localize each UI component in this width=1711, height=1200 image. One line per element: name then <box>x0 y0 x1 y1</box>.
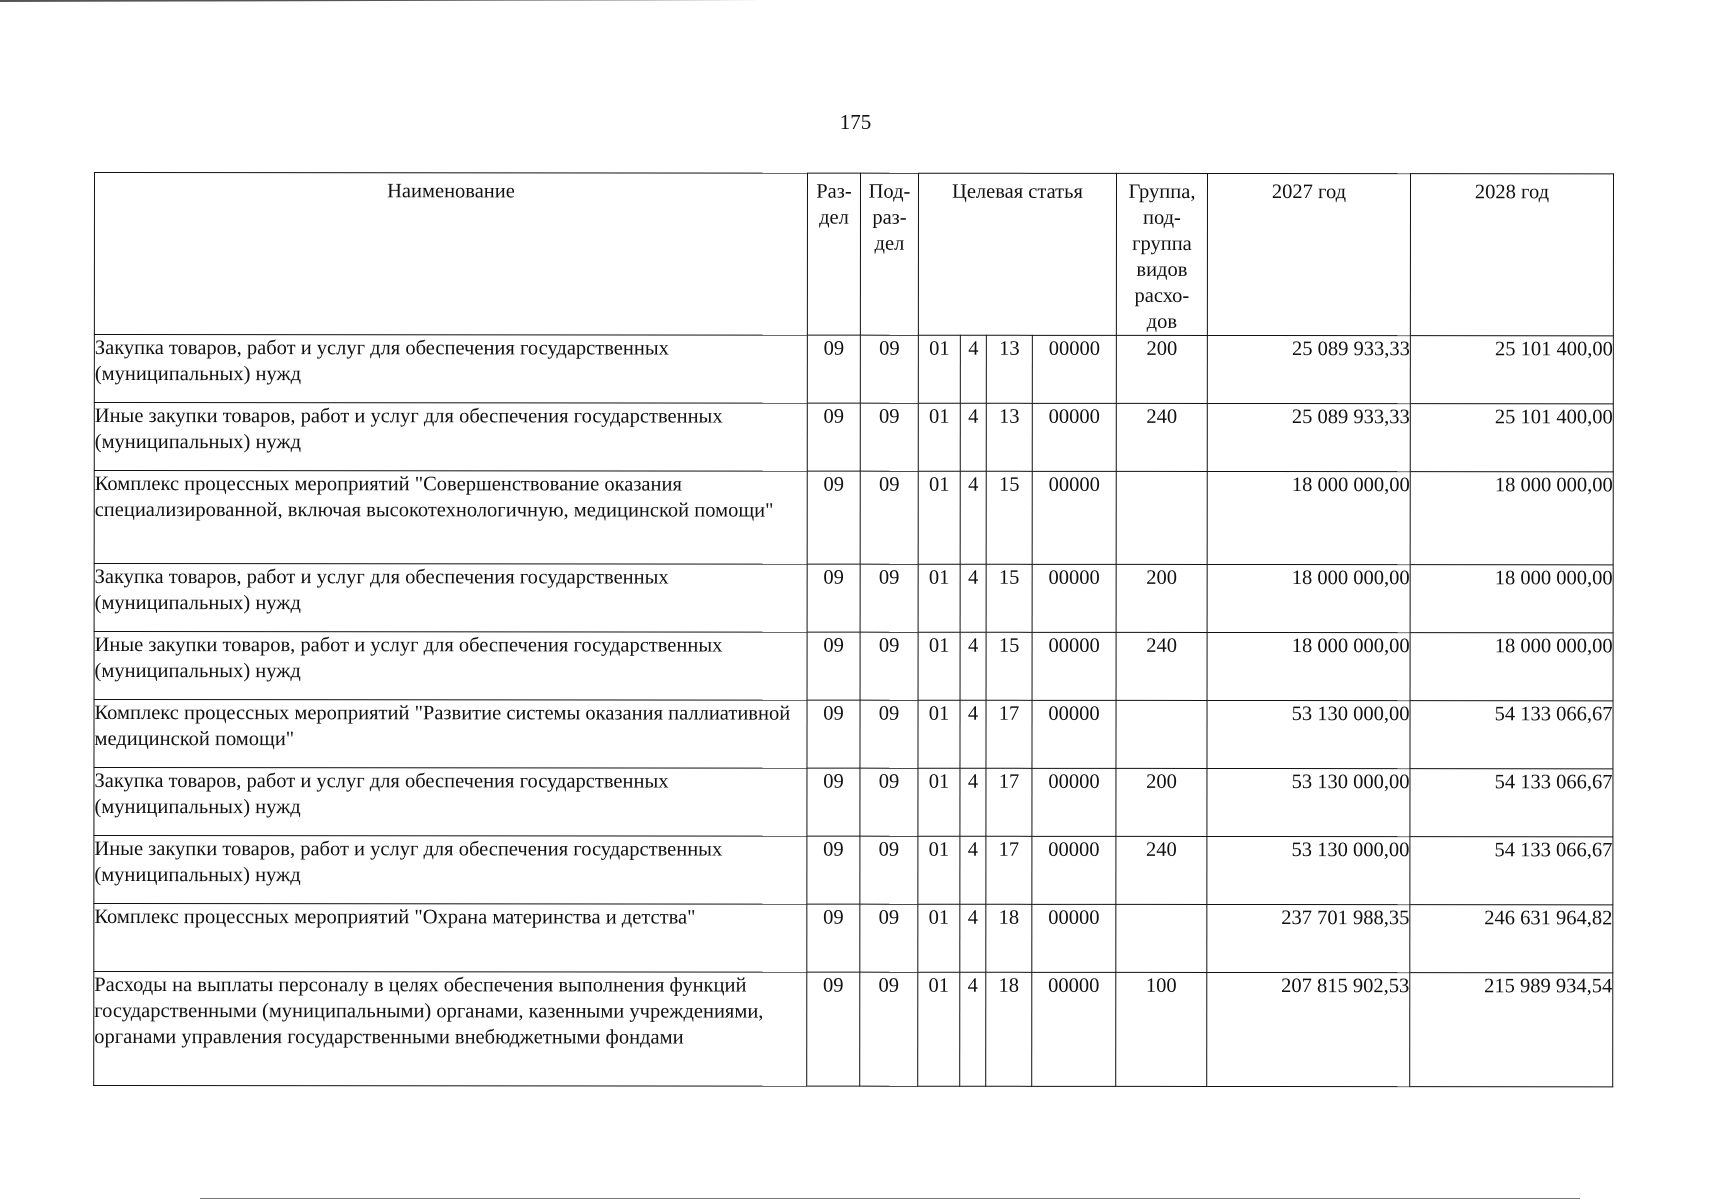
row-razdel: 09 <box>807 768 860 836</box>
row-razdel: 09 <box>807 564 860 632</box>
row-target-type: 4 <box>960 836 986 904</box>
row-podrazdel: 09 <box>860 972 918 1086</box>
row-expense-group: 100 <box>1116 972 1207 1086</box>
row-amount-2028: 246 631 964,82 <box>1410 905 1613 973</box>
row-razdel: 09 <box>807 335 860 403</box>
row-target-direction: 00000 <box>1032 403 1116 471</box>
row-target-element: 13 <box>986 403 1032 471</box>
row-target-program: 01 <box>918 700 960 768</box>
table-row <box>94 904 1613 973</box>
row-podrazdel: 09 <box>860 471 918 564</box>
row-razdel: 09 <box>807 471 860 564</box>
row-podrazdel: 09 <box>860 632 918 700</box>
row-target-type: 4 <box>960 768 986 836</box>
table-row <box>94 836 1613 905</box>
header-target-article: Целевая статья <box>918 173 1116 335</box>
row-name: Комплекс процессных мероприятий "Совершенствование оказания специализированной, включая высокотехнологичную, медицинской помощи" <box>94 471 807 565</box>
row-podrazdel: 09 <box>860 335 918 403</box>
row-expense-group: 240 <box>1116 632 1207 700</box>
row-amount-2027: 53 130 000,00 <box>1207 700 1410 768</box>
scan-edge-bottom <box>200 1198 1580 1199</box>
row-name: Закупка товаров, работ и услуг для обеспечения государственных (муниципальных) нужд <box>94 564 807 633</box>
row-amount-2028: 18 000 000,00 <box>1410 633 1613 701</box>
row-target-program: 01 <box>918 335 960 403</box>
header-razdel: Раз- дел <box>807 173 860 335</box>
table-row <box>94 335 1613 404</box>
row-target-program: 01 <box>918 632 960 700</box>
row-target-type: 4 <box>960 471 986 564</box>
row-podrazdel: 09 <box>860 768 918 836</box>
row-amount-2027: 18 000 000,00 <box>1207 632 1410 700</box>
row-amount-2027: 25 089 933,33 <box>1207 335 1410 403</box>
row-podrazdel: 09 <box>860 836 918 904</box>
row-expense-group: 200 <box>1116 335 1207 403</box>
scan-edge-top <box>0 0 1040 2</box>
row-expense-group <box>1116 904 1207 972</box>
row-podrazdel: 09 <box>860 564 918 632</box>
row-amount-2028: 25 101 400,00 <box>1410 336 1613 404</box>
row-amount-2028: 215 989 934,54 <box>1410 973 1613 1087</box>
row-name: Иные закупки товаров, работ и услуг для обеспечения государственных (муниципальных) нужд <box>94 403 807 472</box>
row-expense-group: 240 <box>1116 836 1207 904</box>
header-year-2028: 2028 год <box>1410 174 1613 336</box>
row-name: Иные закупки товаров, работ и услуг для обеспечения государственных (муниципальных) нужд <box>94 632 807 701</box>
header-row <box>94 173 1613 336</box>
row-target-type: 4 <box>960 632 986 700</box>
row-expense-group <box>1116 471 1207 564</box>
row-target-element: 15 <box>986 471 1032 564</box>
row-name: Комплекс процессных мероприятий "Развитие системы оказания паллиативной медицинской помощи" <box>94 700 807 769</box>
row-target-element: 13 <box>986 335 1032 403</box>
row-podrazdel: 09 <box>860 904 918 972</box>
row-podrazdel: 09 <box>860 403 918 471</box>
row-target-element: 18 <box>986 972 1032 1086</box>
row-target-direction: 00000 <box>1032 972 1116 1086</box>
row-name: Закупка товаров, работ и услуг для обеспечения государственных (муниципальных) нужд <box>94 335 807 404</box>
row-target-direction: 00000 <box>1032 768 1116 836</box>
header-year-2027: 2027 год <box>1207 173 1410 335</box>
row-target-program: 01 <box>918 972 960 1086</box>
header-name: Наименование <box>94 173 807 336</box>
row-name: Закупка товаров, работ и услуг для обеспечения государственных (муниципальных) нужд <box>94 768 807 837</box>
row-target-element: 18 <box>986 904 1032 972</box>
row-razdel: 09 <box>807 632 860 700</box>
row-target-program: 01 <box>918 471 960 564</box>
table-body <box>94 335 1614 1087</box>
row-target-program: 01 <box>918 904 960 972</box>
row-target-element: 15 <box>986 564 1032 632</box>
row-target-direction: 00000 <box>1032 564 1116 632</box>
row-amount-2027: 25 089 933,33 <box>1207 403 1410 471</box>
row-expense-group: 200 <box>1116 564 1207 632</box>
row-target-program: 01 <box>918 403 960 471</box>
row-target-direction: 00000 <box>1032 471 1116 564</box>
row-amount-2028: 54 133 066,67 <box>1410 837 1613 905</box>
table-row <box>94 972 1613 1087</box>
row-amount-2027: 53 130 000,00 <box>1207 836 1410 904</box>
row-expense-group <box>1116 700 1207 768</box>
row-target-type: 4 <box>960 403 986 471</box>
row-target-program: 01 <box>918 564 960 632</box>
row-razdel: 09 <box>807 700 860 768</box>
page-number: 175 <box>839 110 872 134</box>
row-target-direction: 00000 <box>1032 700 1116 768</box>
row-target-direction: 00000 <box>1032 836 1116 904</box>
row-target-element: 17 <box>986 836 1032 904</box>
row-target-direction: 00000 <box>1032 904 1116 972</box>
row-target-program: 01 <box>918 836 960 904</box>
row-target-type: 4 <box>960 700 986 768</box>
row-razdel: 09 <box>807 904 860 972</box>
row-target-element: 17 <box>986 700 1032 768</box>
table-row <box>94 700 1613 769</box>
row-amount-2028: 54 133 066,67 <box>1410 701 1613 769</box>
row-name: Расходы на выплаты персоналу в целях обеспечения выполнения функций государственными (муниципальными) органами, казенными учреждениями, органами управления государственными внебюджетными фондами <box>94 972 807 1087</box>
row-razdel: 09 <box>807 972 860 1086</box>
row-amount-2028: 18 000 000,00 <box>1410 472 1613 565</box>
row-name: Комплекс процессных мероприятий "Охрана материнства и детства" <box>94 904 807 973</box>
table-row <box>94 632 1613 701</box>
row-razdel: 09 <box>807 403 860 471</box>
row-target-element: 17 <box>986 768 1032 836</box>
row-amount-2027: 53 130 000,00 <box>1207 768 1410 836</box>
row-target-direction: 00000 <box>1032 632 1116 700</box>
row-target-type: 4 <box>960 972 986 1086</box>
row-amount-2027: 18 000 000,00 <box>1207 564 1410 632</box>
row-name: Иные закупки товаров, работ и услуг для обеспечения государственных (муниципальных) нужд <box>94 836 807 905</box>
row-amount-2027: 18 000 000,00 <box>1207 471 1410 564</box>
table-row <box>94 471 1613 565</box>
header-podrazdel: Под- раз- дел <box>860 173 918 335</box>
row-razdel: 09 <box>807 836 860 904</box>
table-row <box>94 564 1613 633</box>
row-target-element: 15 <box>986 632 1032 700</box>
table-row <box>94 768 1613 837</box>
row-amount-2027: 207 815 902,53 <box>1207 972 1410 1086</box>
row-target-program: 01 <box>918 768 960 836</box>
header-expense-group: Группа, под- группа видов расхо- дов <box>1116 173 1207 335</box>
row-podrazdel: 09 <box>860 700 918 768</box>
row-amount-2027: 237 701 988,35 <box>1207 904 1410 972</box>
row-expense-group: 240 <box>1116 403 1207 471</box>
budget-table <box>93 172 1614 1087</box>
row-expense-group: 200 <box>1116 768 1207 836</box>
row-target-type: 4 <box>960 564 986 632</box>
row-target-direction: 00000 <box>1032 335 1116 403</box>
row-amount-2028: 18 000 000,00 <box>1410 565 1613 633</box>
row-amount-2028: 54 133 066,67 <box>1410 769 1613 837</box>
row-target-type: 4 <box>960 904 986 972</box>
table-row <box>94 403 1613 472</box>
row-amount-2028: 25 101 400,00 <box>1410 404 1613 472</box>
row-target-type: 4 <box>960 335 986 403</box>
